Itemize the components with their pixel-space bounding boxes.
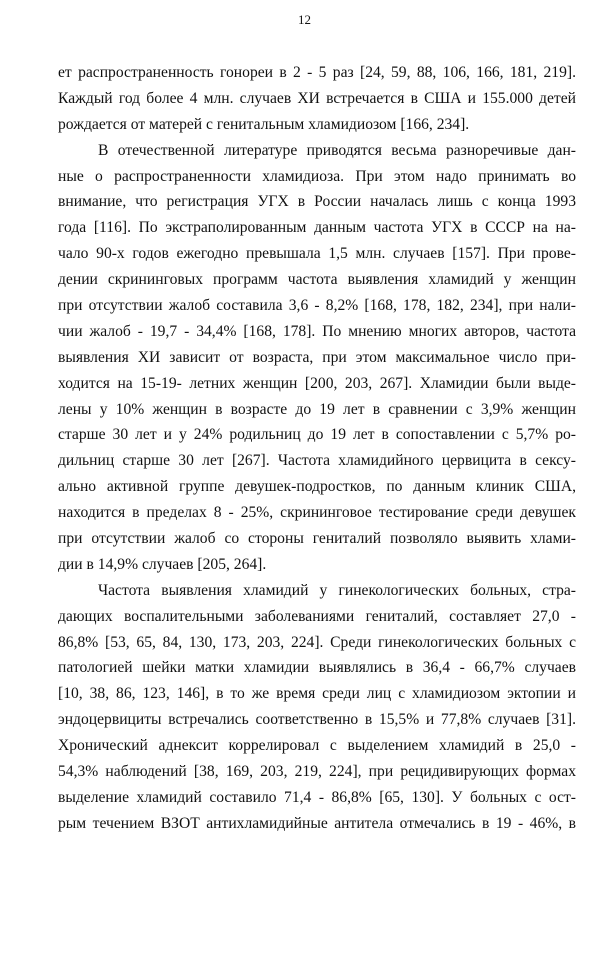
text-line: Каждый год более 4 млн. случаев ХИ встречается в США и 155.000 детей bbox=[58, 89, 576, 107]
text-line: дии в 14,9% случаев [205, 264]. bbox=[58, 555, 267, 573]
text-line: дении скрининговых программ частота выявления хламидий у женщин bbox=[58, 271, 576, 289]
text-line: при отсутствии жалоб составила 3,6 - 8,2% [168, 178, 182, 234], при нали- bbox=[58, 297, 576, 315]
text-line: ходится на 15-19- летних женщин [200, 203, 267]. Хламидии были выде- bbox=[58, 374, 576, 392]
text-line: ально активной группе девушек-подростков, по данным клиник США, bbox=[58, 478, 576, 496]
body-text bbox=[58, 60, 576, 837]
text-line: ет распространенность гонореи в 2 - 5 раз [24, 59, 88, 106, 166, 181, 219]. bbox=[58, 64, 576, 81]
text-line: старше 30 лет и у 24% родильниц до 19 лет в сопоставлении с 5,7% ро- bbox=[58, 426, 576, 444]
text-line: чии жалоб - 19,7 - 34,4% [168, 178]. По мнению многих авторов, частота bbox=[58, 322, 576, 340]
text-line: выявления ХИ зависит от возраста, при этом максимальное число при- bbox=[58, 348, 576, 366]
text-line: Частота выявления хламидий у гинекологических больных, стра- bbox=[98, 581, 576, 599]
paragraph bbox=[58, 138, 576, 578]
text-line: Хронический аднексит коррелировал с выделением хламидий в 25,0 - bbox=[58, 737, 576, 755]
text-line: дильниц старше 30 лет [267]. Частота хламидийного цервицита в сексу- bbox=[58, 452, 576, 470]
text-line: находится в пределах 8 - 25%, скрининговое тестирование среди девушек bbox=[58, 504, 576, 522]
paragraph bbox=[58, 578, 576, 837]
text-line: лены у 10% женщин в возрасте до 19 лет в сравнении с 3,9% женщин bbox=[58, 400, 576, 418]
text-line: внимание, что регистрация УГХ в России началась лишь с конца 1993 bbox=[58, 193, 576, 211]
text-line: выделение хламидий составило 71,4 - 86,8% [65, 130]. У больных с ост- bbox=[58, 788, 576, 806]
page-number: 12 bbox=[298, 12, 311, 27]
text-line: рым течением ВЗОТ антихламидийные антитела отмечались в 19 - 46%, в bbox=[58, 814, 576, 832]
text-line: года [116]. По экстраполированным данным частота УГХ в СССР на на- bbox=[58, 219, 576, 237]
text-line: патологией шейки матки хламидии выявлялись в 36,4 - 66,7% случаев bbox=[58, 659, 576, 677]
text-line: 54,3% наблюдений [38, 169, 203, 219, 224], при рецидивирующих формах bbox=[58, 763, 576, 781]
text-line: В отечественной литературе приводятся весьма разноречивые дан- bbox=[98, 141, 576, 159]
text-line: ные о распространенности хламидиоза. При этом надо принимать во bbox=[58, 167, 576, 185]
text-line: при отсутствии жалоб со стороны гениталий позволяло выявить хлами- bbox=[58, 530, 576, 548]
paragraph bbox=[58, 60, 576, 138]
text-line: эндоцервициты встречались соответственно в 15,5% и 77,8% случаев [31]. bbox=[58, 711, 576, 729]
text-line: чало 90-х годов ежегодно превышала 1,5 млн. случаев [157]. При прове- bbox=[58, 245, 576, 263]
text-line: рождается от матерей с генитальным хламидиозом [166, 234]. bbox=[58, 115, 470, 133]
text-line: [10, 38, 86, 123, 146], в то же время среди лиц с хламидиозом эктопии и bbox=[58, 685, 576, 703]
text-line: дающих воспалительными заболеваниями гениталий, составляет 27,0 - bbox=[58, 607, 576, 625]
text-line: 86,8% [53, 65, 84, 130, 173, 203, 224]. Среди гинекологических больных с bbox=[58, 633, 576, 651]
